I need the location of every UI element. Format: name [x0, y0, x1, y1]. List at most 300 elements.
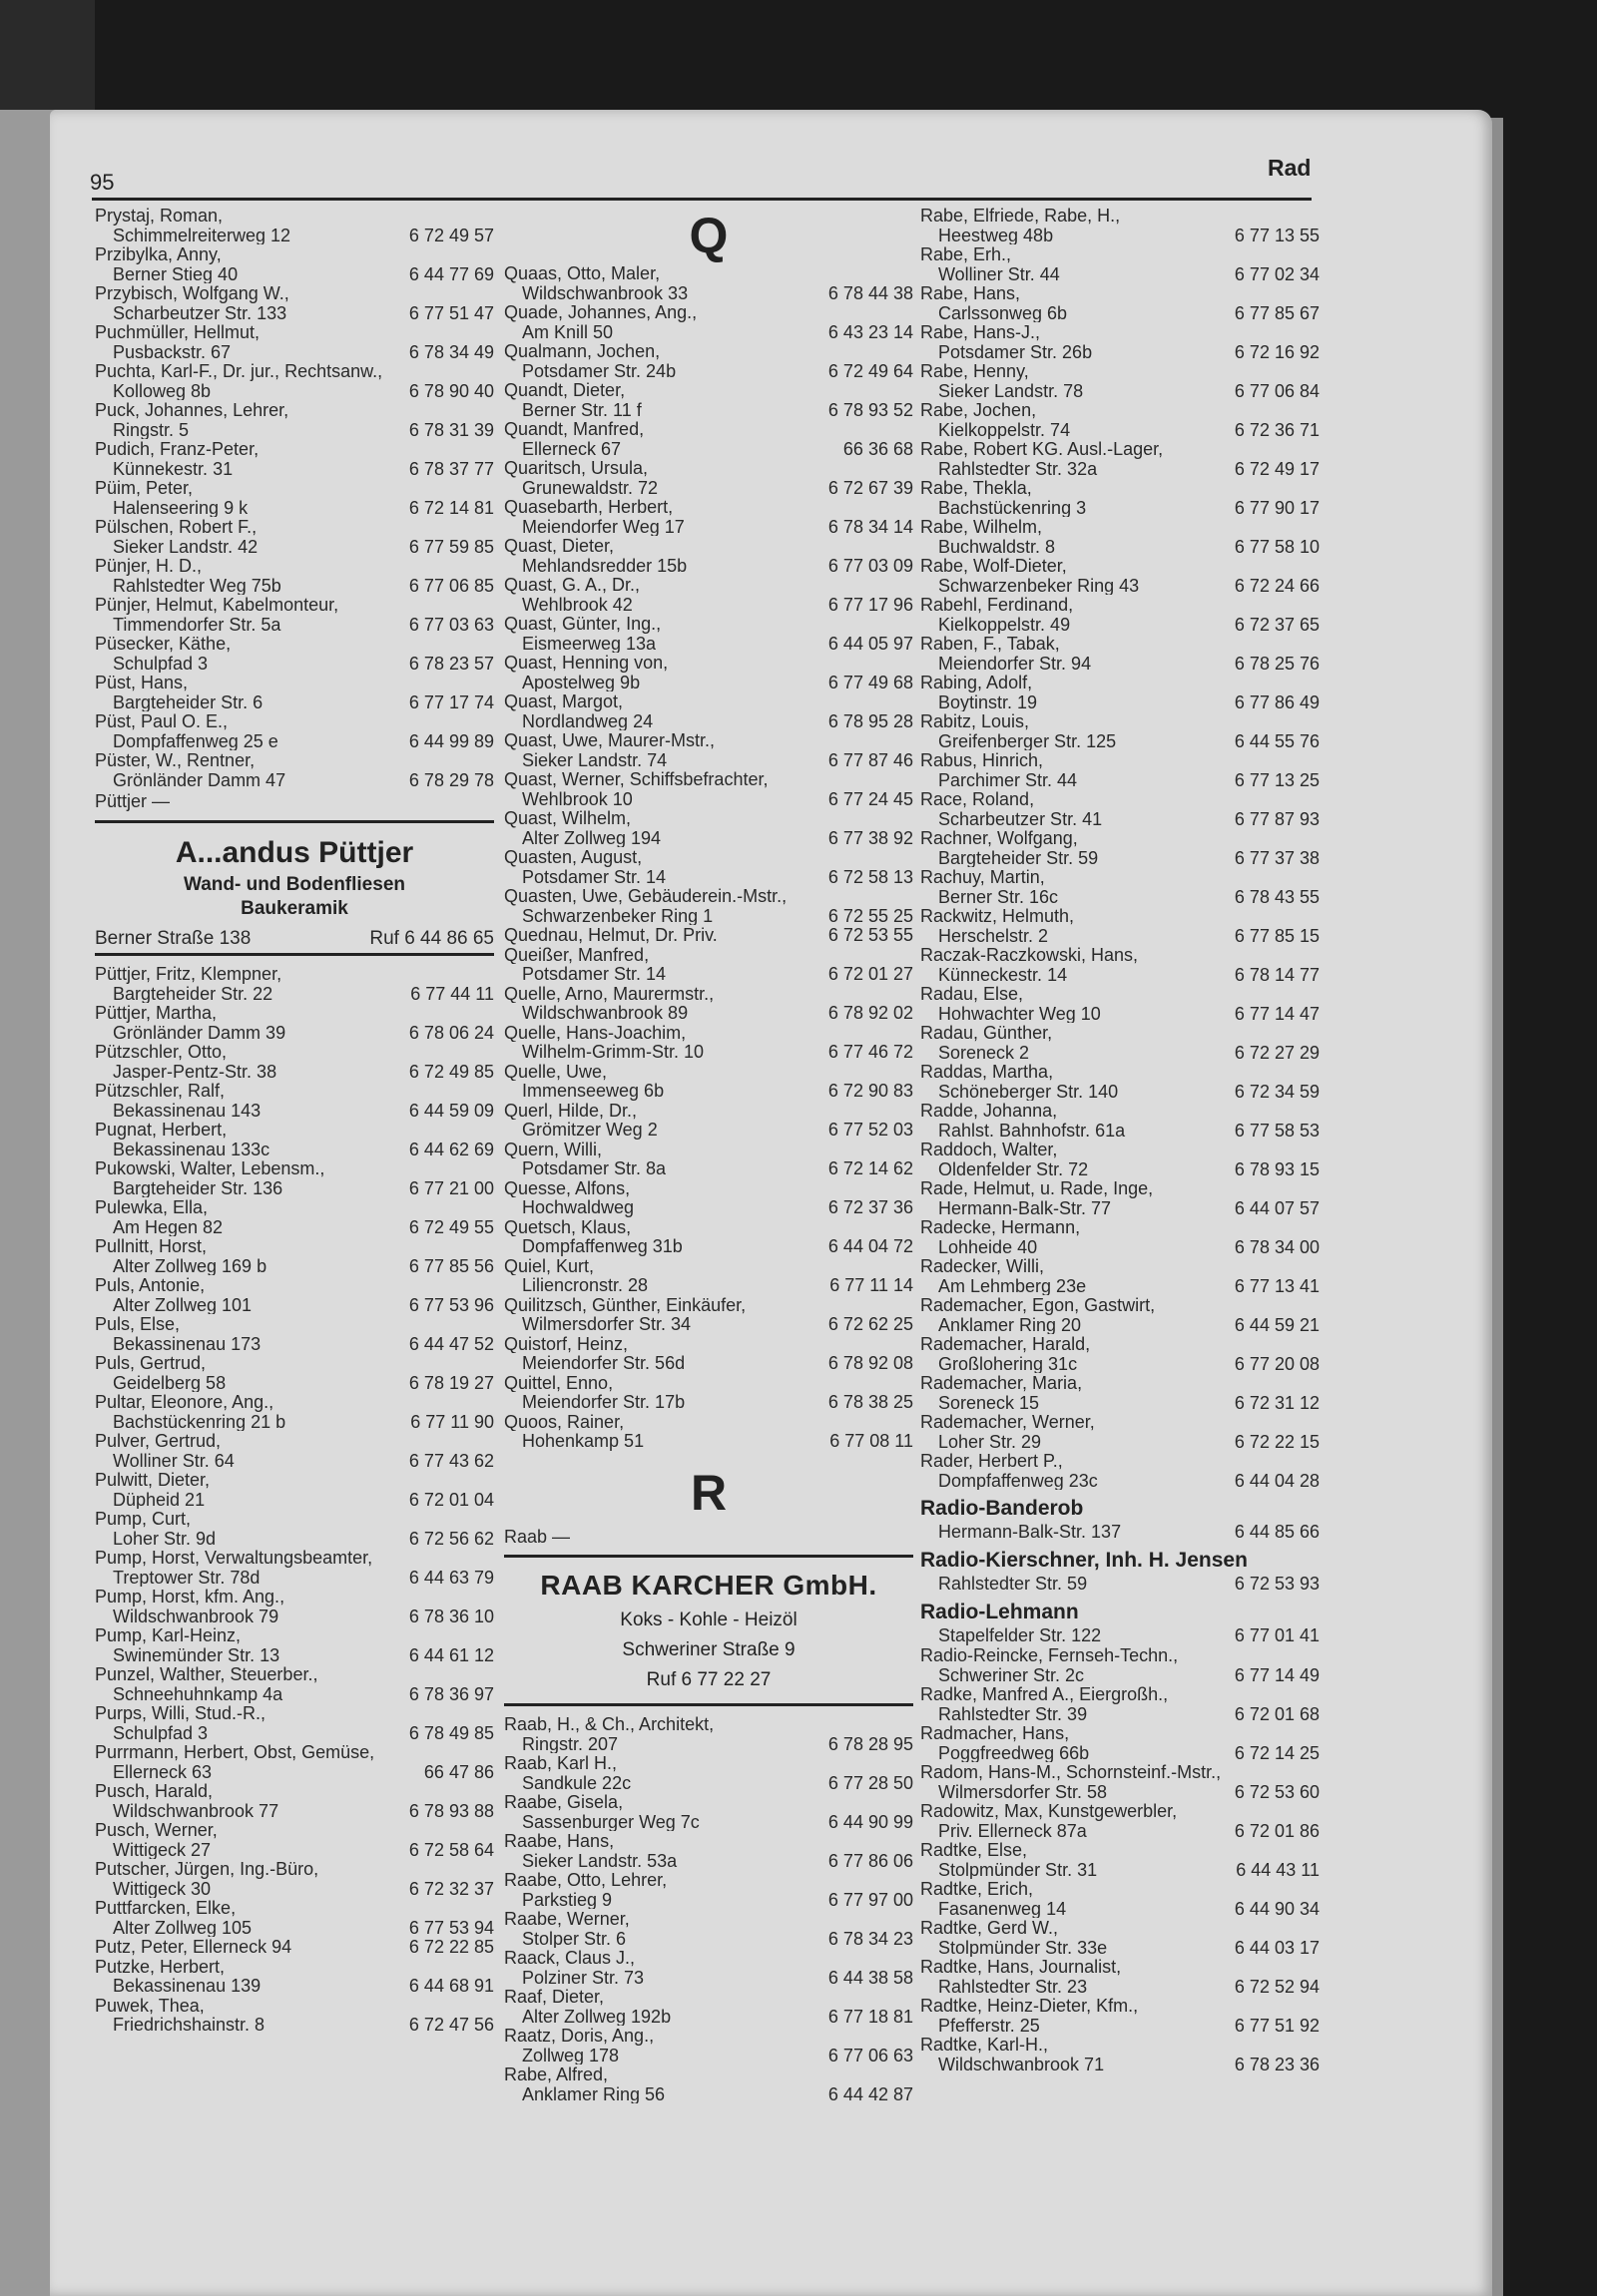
entry-phone: 6 72 34 59	[1231, 1082, 1320, 1102]
entry-list	[920, 1645, 1320, 2073]
entry-address: Bargteheider Str. 22	[113, 983, 273, 1003]
entry-phone: 6 44 62 69	[405, 1140, 494, 1159]
entry-name-text: Raabe, Otto, Lehrer,	[504, 1870, 668, 1890]
entry-name-text: Quast, Wilhelm,	[504, 808, 632, 828]
entry-radio-lehmann	[920, 1600, 1320, 1645]
entry-name	[504, 769, 913, 789]
entry-address: Hermann-Balk-Str. 137	[938, 1522, 1122, 1542]
entry-name-text: Püim, Peter,	[95, 478, 194, 498]
entry-name-text: Pump, Curt,	[95, 1509, 192, 1529]
entry-address-line	[504, 1003, 913, 1023]
directory-entry	[504, 847, 913, 886]
directory-entry	[504, 1256, 913, 1295]
entry-address: Meiendorfer Weg 17	[522, 516, 685, 536]
entry-phone: 6 72 49 57	[405, 226, 494, 245]
entry-address: Wittigeck 30	[113, 1878, 212, 1898]
bold-entry-name: Radio-Banderob	[920, 1497, 1084, 1520]
entry-address-line	[504, 1158, 913, 1178]
entry-address-line	[504, 1968, 913, 1988]
entry-phone: 6 78 28 95	[824, 1734, 913, 1754]
directory-entry	[504, 1987, 913, 2026]
entry-name-text: Puls, Antonie,	[95, 1275, 206, 1295]
entry-address: Carlssonweg 6b	[938, 302, 1068, 322]
ad-puettjer	[95, 833, 494, 950]
entry-address: Scharbeutzer Str. 133	[113, 302, 287, 322]
entry-name-text: Quast, Henning von,	[504, 653, 669, 673]
entry-name	[95, 595, 494, 615]
entry-name	[920, 867, 1320, 887]
entry-address: Loher Str. 9d	[113, 1528, 217, 1548]
entry-name-text: Rademacher, Werner,	[920, 1412, 1095, 1432]
entry-name	[504, 1334, 913, 1354]
entry-name	[95, 1081, 494, 1101]
entry-name	[95, 1509, 494, 1529]
entry-name	[920, 2035, 1320, 2055]
entry-address-line	[920, 459, 1320, 479]
entry-name	[920, 1140, 1320, 1159]
entry-address: Anklamer Ring 56	[522, 2083, 666, 2103]
entry-name-text: Radio-Reincke, Fernseh-Techn.,	[920, 1645, 1179, 1665]
entry-name-text: Püster, W., Rentner,	[95, 750, 256, 770]
entry-phone: 6 72 47 56	[405, 2015, 494, 2035]
entry-address: Wolliner Str. 64	[113, 1450, 235, 1470]
entry-phone: 6 78 43 55	[1231, 887, 1320, 907]
entry-address: Schöneberger Str. 140	[938, 1081, 1119, 1101]
entry-name	[95, 1275, 494, 1295]
entry-name-text: Raaf, Dieter,	[504, 1987, 605, 2007]
directory-entry	[920, 789, 1320, 828]
entry-address: Berner Str. 11 f	[522, 399, 642, 419]
entry-address-line	[95, 692, 494, 712]
entry-name	[504, 1948, 913, 1968]
entry-address: Bekassinenau 133c	[113, 1139, 270, 1158]
directory-entry	[504, 691, 913, 730]
entry-address-line	[504, 1890, 913, 1910]
entry-address-line	[920, 1821, 1320, 1841]
entry-name	[95, 322, 494, 342]
entry-address-line	[95, 1256, 494, 1276]
entry-address: Polziner Str. 73	[522, 1967, 645, 1987]
entry-phone: 6 44 47 52	[405, 1334, 494, 1354]
entry-phone: 6 78 36 10	[405, 1607, 494, 1626]
directory-entry	[920, 1295, 1320, 1334]
directory-entry	[504, 1714, 913, 1753]
entry-phone: 6 78 38 25	[824, 1392, 913, 1412]
ad-title: A...andus Püttjer	[175, 835, 414, 869]
entry-list	[95, 206, 494, 789]
directory-entry	[920, 1451, 1320, 1490]
entry-phone: 6 44 03 17	[1231, 1938, 1320, 1958]
directory-entry	[504, 536, 913, 575]
entry-phone: 6 44 04 72	[824, 1236, 913, 1256]
entry-name-text: Puttfarcken, Elke,	[95, 1898, 237, 1918]
entry-address-line	[95, 1062, 494, 1082]
entry-name	[95, 1158, 494, 1178]
entry-phone: 6 77 86 06	[824, 1851, 913, 1871]
entry-name-text: Pützschler, Ralf,	[95, 1081, 226, 1101]
directory-entry	[95, 283, 494, 322]
entry-list	[504, 263, 913, 1451]
entry-phone: 6 78 93 52	[824, 400, 913, 420]
column-2	[504, 206, 913, 2103]
directory-entry	[920, 1412, 1320, 1451]
entry-phone: 6 78 34 00	[1231, 1237, 1320, 1257]
entry-name-text: Radmacher, Hans,	[920, 1723, 1070, 1743]
entry-address: Oldenfelder Str. 72	[938, 1158, 1089, 1178]
entry-address: Wilhelm-Grimm-Str. 10	[522, 1042, 705, 1062]
entry-address: Parkstieg 9	[522, 1889, 613, 1909]
entry-name-text: Puls, Gertrud,	[95, 1353, 207, 1373]
entry-address-line	[920, 226, 1320, 245]
entry-name-text: Pulver, Gertrud,	[95, 1431, 222, 1451]
directory-entry	[920, 1957, 1320, 1996]
entry-address-line	[95, 1840, 494, 1860]
entry-address-line	[504, 361, 913, 381]
entry-name	[504, 1062, 913, 1082]
entry-phone: 6 77 46 72	[824, 1042, 913, 1062]
directory-entry	[920, 828, 1320, 867]
directory-entry	[920, 1256, 1320, 1295]
entry-name-text: Rackwitz, Helmuth,	[920, 906, 1075, 926]
entry-address-line	[504, 478, 913, 498]
entry-address-line	[95, 1178, 494, 1198]
directory-entry	[920, 1996, 1320, 2035]
entry-address: Anklamer Ring 20	[938, 1314, 1082, 1334]
entry-phone: 6 78 34 49	[405, 342, 494, 362]
entry-name-text: Quiel, Kurt,	[504, 1255, 595, 1275]
entry-phone: 6 77 14 49	[1231, 1665, 1320, 1685]
entry-phone: 6 44 05 97	[824, 634, 913, 654]
directory-entry	[504, 380, 913, 419]
entry-address: Lohheide 40	[938, 1236, 1038, 1256]
section-letter: Q	[689, 208, 729, 263]
entry-phone: 6 77 97 00	[824, 1890, 913, 1910]
entry-phone: 66 36 68	[839, 439, 913, 459]
entry-address-line	[504, 867, 913, 887]
entry-address-line	[920, 1237, 1320, 1257]
entry-address-line	[504, 1392, 913, 1412]
directory-entry	[920, 1023, 1320, 1062]
directory-entry	[504, 886, 913, 925]
entry-name-text: Püsecker, Käthe,	[95, 634, 232, 654]
directory-entry	[504, 1909, 913, 1948]
entry-address: Rahlstedter Str. 23	[938, 1976, 1088, 1996]
column-1	[95, 206, 494, 2035]
entry-address: Rahlst. Bahnhofstr. 61a	[938, 1120, 1126, 1140]
entry-phone: 6 78 34 14	[824, 517, 913, 537]
directory-entry	[504, 2065, 913, 2103]
entry-name-text: Quetsch, Klaus,	[504, 1216, 632, 1236]
entry-phone: 6 77 01 41	[1231, 1625, 1320, 1645]
entry-address: Sassenburger Weg 7c	[522, 1811, 700, 1831]
entry-name-text: Raabe, Werner,	[504, 1909, 630, 1929]
directory-entry	[504, 614, 913, 653]
entry-address: Ringstr. 207	[522, 1733, 619, 1753]
entry-name-text: Rader, Herbert P.,	[920, 1451, 1063, 1471]
entry-name-text: Raben, F., Tabak,	[920, 634, 1060, 654]
rule	[95, 820, 494, 823]
entry-phone: 6 44 90 34	[1231, 1899, 1320, 1919]
entry-phone: 6 78 49 85	[405, 1723, 494, 1743]
entry-address-line	[920, 1159, 1320, 1179]
entry-address-line	[504, 673, 913, 692]
entry-name-text: Radtke, Heinz-Dieter, Kfm.,	[920, 1996, 1139, 2016]
entry-name-text: Quittel, Enno,	[504, 1372, 614, 1392]
entry-phone: 6 44 77 69	[405, 264, 494, 284]
entry-phone: 6 44 99 89	[405, 731, 494, 751]
entry-name	[95, 964, 494, 984]
entry-address: Wehlbrook 42	[522, 594, 633, 614]
entry-address: Potsdamer Str. 14	[522, 866, 667, 886]
entry-address: Potsdamer Str. 26b	[938, 341, 1093, 361]
directory-entry	[95, 478, 494, 517]
directory-entry	[920, 556, 1320, 595]
entry-name-text: Püst, Paul O. E.,	[95, 711, 229, 731]
entry-address: Rahlstedter Str. 59	[938, 1574, 1088, 1594]
directory-entry	[504, 925, 913, 945]
entry-address: Schimmelreiterweg 12	[113, 225, 291, 244]
entry-phone: 6 77 87 46	[824, 750, 913, 770]
entry-name-text: Quednau, Helmut, Dr. Priv.	[504, 925, 718, 945]
entry-name	[95, 517, 494, 537]
entry-name-text: Pukowski, Walter, Lebensm.,	[95, 1158, 325, 1178]
directory-entry	[95, 400, 494, 439]
entry-address-line	[504, 2007, 913, 2027]
entry-name-text: Pülschen, Robert F.,	[95, 517, 258, 537]
entry-address: Hochwaldweg	[522, 1197, 635, 1217]
entry-phone: 6 77 85 67	[1231, 303, 1320, 323]
entry-name	[95, 1353, 494, 1373]
directory-entry	[920, 400, 1320, 439]
entry-address-line	[920, 1354, 1320, 1374]
directory-entry	[95, 1664, 494, 1703]
entry-name	[504, 380, 913, 400]
entry-address-line	[95, 342, 494, 362]
entry-phone: 6 77 18 81	[824, 2007, 913, 2027]
entry-address: Grunewaldstr. 72	[522, 477, 659, 497]
entry-phone: 6 77 06 84	[1231, 381, 1320, 401]
directory-entry	[920, 1918, 1320, 1957]
entry-phone: 6 44 43 11	[1232, 1860, 1320, 1880]
entry-name	[504, 1217, 913, 1237]
directory-entry	[920, 517, 1320, 556]
entry-phone: 6 72 53 55	[824, 925, 913, 945]
entry-address-line	[920, 2055, 1320, 2074]
entry-phone: 6 72 01 86	[1231, 1821, 1320, 1841]
entry-address: Stapelfelder Str. 122	[938, 1625, 1102, 1645]
entry-phone: 6 78 25 76	[1231, 654, 1320, 674]
entry-address: Ellerneck 67	[522, 438, 622, 458]
entry-address: Wildschwanbrook 71	[938, 2054, 1105, 2073]
entry-name	[920, 906, 1320, 926]
rule	[504, 1703, 913, 1706]
entry-name	[504, 497, 913, 517]
entry-name-text: Püttjer, Martha,	[95, 1003, 218, 1023]
entry-name-text: Quast, Werner, Schiffsbefrachter,	[504, 769, 769, 789]
entry-name-text: Przybisch, Wolfgang W.,	[95, 283, 289, 303]
entry-phone: 6 72 49 55	[405, 1217, 494, 1237]
entry-name	[504, 575, 913, 595]
entry-address: Grönländer Damm 39	[113, 1022, 286, 1042]
entry-address-line	[95, 654, 494, 674]
entry-name-text: Quandt, Manfred,	[504, 419, 645, 439]
entry-address: Swinemünder Str. 13	[113, 1644, 280, 1664]
entry-address-line	[95, 303, 494, 323]
entry-name-text: Radke, Manfred A., Eiergroßh.,	[920, 1684, 1169, 1704]
directory-entry	[504, 1178, 913, 1217]
entry-name-text: Radom, Hans-M., Schornsteinf.-Mstr.,	[920, 1762, 1222, 1782]
entry-address-line	[920, 1938, 1320, 1958]
entry-name	[95, 1470, 494, 1490]
entry-address: Bargteheider Str. 59	[938, 847, 1099, 867]
entry-phone: 6 72 31 12	[1231, 1393, 1320, 1413]
entry-phone: 6 77 51 47	[405, 303, 494, 323]
entry-address-line	[920, 342, 1320, 362]
directory-entry	[95, 1625, 494, 1664]
entry-name	[95, 1996, 494, 2016]
entry-name-text: Rademacher, Harald,	[920, 1334, 1091, 1354]
directory-entry	[95, 1898, 494, 1937]
directory-entry	[920, 206, 1320, 244]
directory-entry	[95, 1003, 494, 1042]
entry-name	[920, 634, 1320, 654]
directory-entry	[95, 673, 494, 711]
entry-address: Am Hegen 82	[113, 1216, 224, 1236]
entry-name	[920, 1217, 1320, 1237]
entry-phone: 6 72 67 39	[824, 478, 913, 498]
entry-address: Alter Zollweg 169 b	[113, 1255, 267, 1275]
rule	[504, 1555, 913, 1558]
directory-entry	[504, 984, 913, 1023]
entry-name-text: Radowitz, Max, Kunstgewerbler,	[920, 1801, 1178, 1821]
entry-phone: 6 77 59 85	[405, 537, 494, 557]
entry-name	[920, 556, 1320, 576]
entry-name-text: Quast, Günter, Ing.,	[504, 614, 662, 634]
entry-name-text: Rabing, Adolf,	[920, 673, 1033, 692]
entry-address-line	[920, 654, 1320, 674]
entry-address: Alter Zollweg 105	[113, 1917, 253, 1937]
entry-address-line	[504, 1812, 913, 1832]
entry-phone: 6 77 90 17	[1231, 498, 1320, 518]
entry-name	[920, 1023, 1320, 1043]
entry-phone: 6 72 49 64	[824, 361, 913, 381]
entry-name	[95, 1742, 494, 1762]
ad-line: Baukeramik	[241, 897, 348, 919]
directory-entry	[920, 322, 1320, 361]
entry-name	[920, 439, 1320, 459]
directory-entry	[95, 1158, 494, 1197]
entry-address: Greifenberger Str. 125	[938, 730, 1117, 750]
entry-address-line	[95, 1490, 494, 1510]
entry-name-text: Radecke, Hermann,	[920, 1217, 1081, 1237]
directory-entry	[920, 1762, 1320, 1801]
directory-entry	[504, 1373, 913, 1412]
directory-entry	[920, 1801, 1320, 1840]
entry-name	[920, 244, 1320, 264]
entry-name	[504, 341, 913, 361]
entry-phone: 6 72 01 68	[1231, 1704, 1320, 1724]
entry-phone: 6 77 53 94	[405, 1918, 494, 1938]
entry-phone: 6 77 28 50	[824, 1773, 913, 1793]
entry-address: Potsdamer Str. 24b	[522, 360, 677, 380]
entry-name	[920, 1295, 1320, 1315]
entry-address: Grömitzer Weg 2	[522, 1120, 658, 1140]
entry-address: Rahlstedter Weg 75b	[113, 575, 281, 595]
directory-entry	[95, 595, 494, 634]
entry-name-text: Pusch, Harald,	[95, 1781, 214, 1801]
entry-phone: 6 72 27 29	[1231, 1043, 1320, 1063]
entry-name	[920, 1256, 1320, 1276]
bold-entry-name: Radio-Kierschner, Inh. H. Jensen	[920, 1549, 1248, 1572]
entry-name	[920, 1334, 1320, 1354]
entry-name	[920, 322, 1320, 342]
entry-address-line	[95, 984, 494, 1004]
entry-name-text: Purps, Willi, Stud.-R.,	[95, 1703, 266, 1723]
entry-address-line	[920, 848, 1320, 868]
ad-phone: Ruf 6 44 86 65	[369, 927, 494, 949]
entry-address-line	[920, 1082, 1320, 1102]
entry-name	[504, 302, 913, 322]
entry-address: Wittigeck 27	[113, 1839, 212, 1859]
entry-name	[95, 673, 494, 692]
entry-name-text: Rade, Helmut, u. Rade, Inge,	[920, 1178, 1154, 1198]
directory-entry	[504, 263, 913, 302]
entry-name	[920, 1996, 1320, 2016]
entry-name	[504, 984, 913, 1004]
entry-address: Hermann-Balk-Str. 77	[938, 1197, 1112, 1217]
entry-name	[95, 400, 494, 420]
entry-name	[504, 458, 913, 478]
entry-name	[95, 1898, 494, 1918]
entry-address-line	[920, 1977, 1320, 1997]
entry-phone: 6 44 38 58	[824, 1968, 913, 1988]
entry-address-line	[504, 1929, 913, 1949]
entry-name-text: Radtke, Karl-H.,	[920, 2035, 1049, 2055]
entry-address-line	[920, 1198, 1320, 1218]
entry-phone: 6 77 87 93	[1231, 809, 1320, 829]
directory-entry	[920, 867, 1320, 906]
entry-address: Sieker Landstr. 53a	[522, 1850, 678, 1870]
entry-name-text: Rabe, Erh.,	[920, 244, 1012, 264]
directory-entry	[95, 1353, 494, 1392]
entry-address-line	[504, 1734, 913, 1754]
directory-entry	[95, 1548, 494, 1587]
entry-name	[504, 1870, 913, 1890]
directory-entry	[95, 1197, 494, 1236]
directory-entry	[920, 1645, 1320, 1684]
entry-name	[504, 1753, 913, 1773]
entry-address: Kielkoppelstr. 74	[938, 419, 1071, 439]
entry-address: Timmendorfer Str. 5a	[113, 614, 281, 634]
entry-address-line	[920, 1315, 1320, 1335]
section-letter: R	[690, 1464, 728, 1521]
entry-address: Heestweg 48b	[938, 225, 1054, 244]
directory-entry	[95, 750, 494, 789]
entry-name	[95, 283, 494, 303]
entry-address: Priv. Ellerneck 87a	[938, 1820, 1087, 1840]
entry-phone: 6 44 68 91	[405, 1976, 494, 1996]
entry-address-line	[920, 1860, 1320, 1880]
entry-name	[504, 1295, 913, 1315]
entry-address: Geidelberg 58	[113, 1372, 227, 1392]
entry-address-line	[504, 400, 913, 420]
ad-title: RAAB KARCHER GmbH.	[540, 1570, 877, 1601]
entry-name-text: Radtke, Else,	[920, 1840, 1028, 1860]
entry-address: Sandkule 22c	[522, 1772, 632, 1792]
entry-address: Nordlandweg 24	[522, 710, 654, 730]
entry-name-text: Rademacher, Maria,	[920, 1373, 1083, 1393]
directory-entry	[920, 1373, 1320, 1412]
